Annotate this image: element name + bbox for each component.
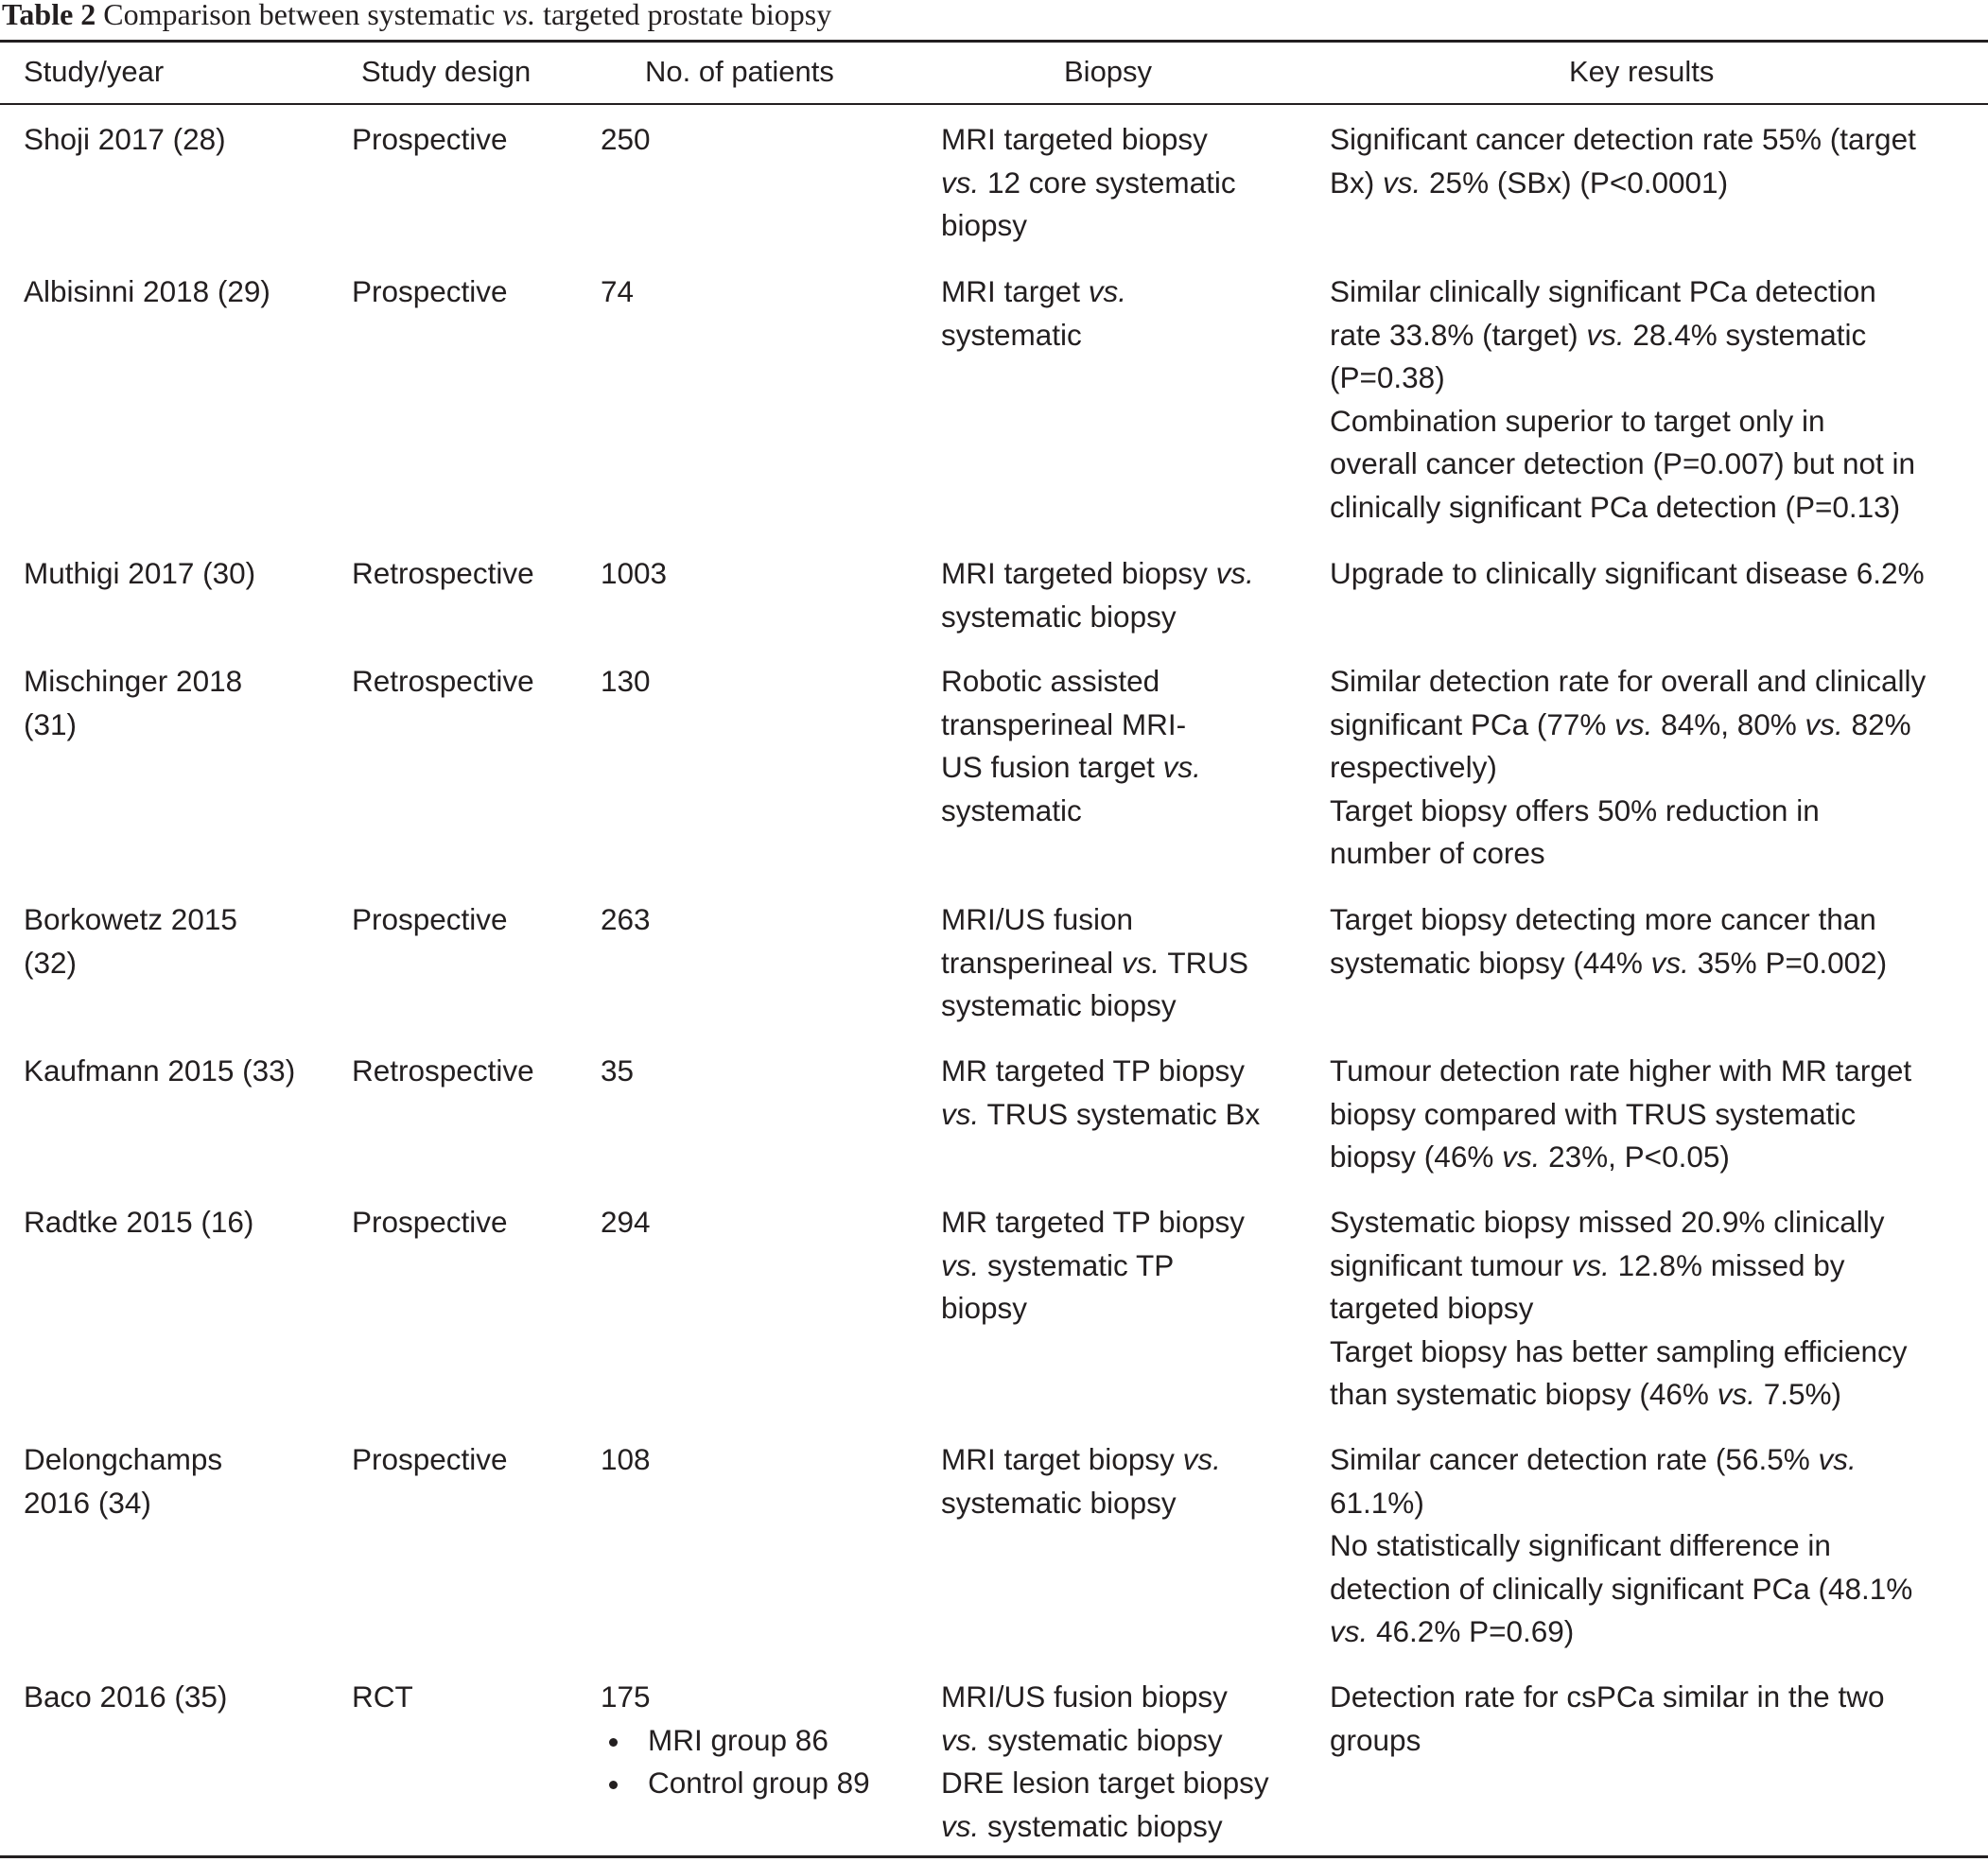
study-year-line: Radtke 2015 (16) bbox=[24, 1205, 254, 1239]
biopsy-line bbox=[941, 790, 1319, 833]
cell-study-year bbox=[24, 1676, 326, 1719]
biopsy-line bbox=[941, 1676, 1319, 1719]
study-year-line: Albisinni 2018 (29) bbox=[24, 274, 270, 308]
table-top-rule bbox=[0, 40, 1988, 43]
key-results-line bbox=[1330, 270, 1982, 314]
column-header-no-of-patients: No. of patients bbox=[645, 55, 834, 88]
italic-vs: vs. bbox=[1805, 706, 1843, 741]
study-year-line: (32) bbox=[24, 945, 78, 980]
biopsy-line bbox=[941, 898, 1319, 942]
cell-study-design: Prospective bbox=[352, 122, 508, 156]
cell-study-design: Prospective bbox=[352, 902, 508, 936]
biopsy-line bbox=[941, 1201, 1319, 1244]
text-segment: than systematic biopsy (46% bbox=[1330, 1377, 1718, 1412]
key-results-line bbox=[1330, 832, 1982, 876]
key-results-line bbox=[1330, 1136, 1982, 1179]
text-segment: 25% (SBx) (P<0.0001) bbox=[1421, 165, 1729, 200]
text-segment: systematic biopsy (44% bbox=[1330, 945, 1651, 980]
biopsy-line bbox=[941, 1805, 1319, 1849]
patients-total: 175 bbox=[601, 1679, 651, 1714]
key-results-line bbox=[1330, 1438, 1982, 1482]
text-segment: transperineal MRI- bbox=[941, 706, 1187, 741]
biopsy-line bbox=[941, 1244, 1319, 1288]
text-segment: 12.8% missed by bbox=[1609, 1247, 1845, 1282]
cell-biopsy bbox=[941, 1050, 1319, 1136]
key-results-line bbox=[1330, 1610, 1982, 1654]
study-year-line: 2016 (34) bbox=[24, 1485, 151, 1520]
text-segment: significant PCa (77% bbox=[1330, 706, 1615, 741]
biopsy-line bbox=[941, 1050, 1319, 1093]
text-segment: Systematic biopsy missed 20.9% clinically bbox=[1330, 1205, 1885, 1239]
table-caption-text: Comparison between systematic bbox=[96, 0, 503, 31]
text-segment: Tumour detection rate higher with MR target bbox=[1330, 1053, 1912, 1088]
key-results-line bbox=[1330, 660, 1982, 704]
cell-key-results bbox=[1330, 270, 1982, 530]
patients-total: 1003 bbox=[601, 556, 668, 590]
text-segment: systematic TP bbox=[979, 1247, 1175, 1282]
study-year-line: Mischinger 2018 bbox=[24, 664, 243, 698]
text-segment: systematic biopsy bbox=[979, 1722, 1223, 1757]
text-segment: 46.2% P=0.69) bbox=[1368, 1614, 1575, 1649]
cell-no-of-patients bbox=[601, 1438, 913, 1482]
cell-no-of-patients bbox=[601, 1050, 913, 1093]
cell-key-results bbox=[1330, 1201, 1982, 1417]
biopsy-line bbox=[941, 270, 1319, 314]
patients-bullet-item: MRI group 86 bbox=[601, 1719, 913, 1763]
key-results-line bbox=[1330, 486, 1982, 530]
biopsy-line bbox=[941, 1719, 1319, 1763]
cell-study-design: Prospective bbox=[352, 1205, 508, 1239]
text-segment: systematic bbox=[941, 317, 1082, 352]
patients-total: 250 bbox=[601, 122, 651, 156]
text-segment: 23%, P<0.05) bbox=[1540, 1140, 1730, 1175]
text-segment: detection of clinically significant PCa (48.1% bbox=[1330, 1571, 1913, 1606]
cell-no-of-patients bbox=[601, 1676, 913, 1805]
patients-total: 263 bbox=[601, 902, 651, 936]
study-year-line: Delongchamps bbox=[24, 1442, 223, 1476]
key-results-line bbox=[1330, 1244, 1982, 1288]
key-results-line bbox=[1330, 1331, 1982, 1374]
italic-vs: vs. bbox=[1614, 706, 1653, 741]
cell-no-of-patients bbox=[601, 1201, 913, 1244]
text-segment: MR targeted TP biopsy bbox=[941, 1053, 1245, 1088]
key-results-line bbox=[1330, 1568, 1982, 1611]
cell-study-design: Retrospective bbox=[352, 664, 534, 698]
biopsy-line bbox=[941, 746, 1319, 790]
key-results-line bbox=[1330, 118, 1982, 162]
cell-key-results bbox=[1330, 898, 1982, 984]
key-results-line bbox=[1330, 1201, 1982, 1244]
biopsy-line bbox=[941, 1482, 1319, 1525]
italic-vs: vs. bbox=[1330, 1614, 1369, 1649]
cell-biopsy bbox=[941, 118, 1319, 248]
text-segment: 12 core systematic bbox=[979, 165, 1236, 200]
text-segment: Detection rate for csPCa similar in the two bbox=[1330, 1679, 1885, 1714]
biopsy-line bbox=[941, 314, 1319, 357]
text-segment: 35% P=0.002) bbox=[1688, 945, 1888, 980]
text-segment: MRI/US fusion biopsy bbox=[941, 1679, 1228, 1714]
italic-vs: vs. bbox=[1717, 1377, 1755, 1412]
patients-bullet-item: Control group 89 bbox=[601, 1762, 913, 1805]
cell-key-results bbox=[1330, 1676, 1982, 1762]
key-results-line bbox=[1330, 443, 1982, 486]
text-segment: US fusion target bbox=[941, 750, 1163, 785]
patients-total: 294 bbox=[601, 1205, 651, 1239]
key-results-line bbox=[1330, 1524, 1982, 1568]
italic-vs: vs. bbox=[1586, 317, 1625, 352]
key-results-line bbox=[1330, 898, 1982, 942]
text-segment: Target biopsy has better sampling efficiency bbox=[1330, 1333, 1908, 1368]
text-segment: MRI target biopsy bbox=[941, 1442, 1183, 1476]
text-segment: Combination superior to target only in bbox=[1330, 403, 1825, 438]
text-segment: DRE lesion target biopsy bbox=[941, 1766, 1269, 1801]
column-header-key-results: Key results bbox=[1569, 55, 1715, 88]
italic-vs: vs. bbox=[1650, 945, 1689, 980]
text-segment: 84%, 80% bbox=[1652, 706, 1805, 741]
biopsy-line bbox=[941, 984, 1319, 1028]
column-header-biopsy: Biopsy bbox=[1064, 55, 1153, 88]
key-results-line bbox=[1330, 1676, 1982, 1719]
text-segment: MRI targeted biopsy bbox=[941, 122, 1208, 156]
italic-vs: vs. bbox=[1182, 1442, 1221, 1476]
text-segment: Bx) bbox=[1330, 165, 1384, 200]
text-segment: 82% bbox=[1842, 706, 1911, 741]
key-results-line bbox=[1330, 314, 1982, 357]
table-caption bbox=[2, 0, 831, 32]
cell-biopsy bbox=[941, 552, 1319, 638]
cell-study-year bbox=[24, 660, 326, 746]
key-results-line bbox=[1330, 1719, 1982, 1763]
cell-no-of-patients bbox=[601, 552, 913, 596]
biopsy-line bbox=[941, 118, 1319, 162]
biopsy-line bbox=[941, 660, 1319, 704]
text-segment: No statistically significant difference in bbox=[1330, 1528, 1831, 1563]
text-segment: MRI targeted biopsy bbox=[941, 556, 1216, 590]
cell-study-year bbox=[24, 1050, 326, 1093]
biopsy-line bbox=[941, 942, 1319, 985]
text-segment: Target biopsy offers 50% reduction in bbox=[1330, 792, 1820, 827]
text-segment: MRI target bbox=[941, 274, 1089, 308]
text-segment: respectively) bbox=[1330, 750, 1497, 785]
italic-vs: vs. bbox=[1818, 1442, 1857, 1476]
italic-vs: vs. bbox=[941, 165, 980, 200]
table-header-rule bbox=[0, 103, 1988, 105]
text-segment: significant tumour bbox=[1330, 1247, 1572, 1282]
text-segment: Similar detection rate for overall and clinically bbox=[1330, 664, 1927, 698]
biopsy-line bbox=[941, 552, 1319, 596]
cell-biopsy bbox=[941, 898, 1319, 1028]
text-segment: overall cancer detection (P=0.007) but not in bbox=[1330, 446, 1916, 481]
italic-vs: vs. bbox=[941, 1808, 980, 1843]
text-segment: systematic biopsy bbox=[979, 1808, 1223, 1843]
italic-vs: vs. bbox=[1088, 274, 1127, 308]
cell-study-year bbox=[24, 552, 326, 596]
column-header-study-design: Study design bbox=[361, 55, 532, 88]
table-bottom-rule bbox=[0, 1855, 1988, 1858]
patients-total: 35 bbox=[601, 1053, 635, 1088]
cell-study-design: Retrospective bbox=[352, 1053, 534, 1088]
biopsy-line bbox=[941, 1287, 1319, 1331]
study-year-line: Baco 2016 (35) bbox=[24, 1679, 228, 1714]
text-segment: Similar clinically significant PCa detection bbox=[1330, 274, 1876, 308]
italic-vs: vs. bbox=[1502, 1140, 1541, 1175]
biopsy-line bbox=[941, 704, 1319, 747]
italic-vs: vs. bbox=[1383, 165, 1421, 200]
study-year-line: Borkowetz 2015 bbox=[24, 902, 237, 936]
cell-key-results bbox=[1330, 1438, 1982, 1654]
biopsy-line bbox=[941, 162, 1319, 205]
text-segment: Robotic assisted bbox=[941, 664, 1160, 698]
text-segment: transperineal bbox=[941, 945, 1122, 980]
italic-vs: vs. bbox=[941, 1722, 980, 1757]
key-results-line bbox=[1330, 1093, 1982, 1137]
cell-study-design: Prospective bbox=[352, 274, 508, 308]
cell-study-year bbox=[24, 1438, 326, 1524]
text-segment: biopsy bbox=[941, 1291, 1028, 1326]
text-segment: number of cores bbox=[1330, 836, 1545, 871]
italic-vs: vs. bbox=[941, 1096, 980, 1131]
biopsy-line bbox=[941, 1762, 1319, 1805]
key-results-line bbox=[1330, 1050, 1982, 1093]
key-results-line bbox=[1330, 1373, 1982, 1417]
cell-no-of-patients bbox=[601, 270, 913, 314]
text-segment: MRI/US fusion bbox=[941, 902, 1134, 936]
study-year-line: (31) bbox=[24, 706, 78, 741]
key-results-line bbox=[1330, 400, 1982, 444]
patients-total: 108 bbox=[601, 1442, 651, 1476]
biopsy-line bbox=[941, 204, 1319, 248]
cell-study-year bbox=[24, 898, 326, 984]
text-segment: MR targeted TP biopsy bbox=[941, 1205, 1245, 1239]
key-results-line bbox=[1330, 746, 1982, 790]
text-segment: systematic biopsy bbox=[941, 988, 1177, 1023]
italic-vs: vs. bbox=[941, 1247, 980, 1282]
text-segment: Significant cancer detection rate 55% (target bbox=[1330, 122, 1916, 156]
text-segment: biopsy bbox=[941, 208, 1028, 243]
text-segment: systematic biopsy bbox=[941, 599, 1177, 634]
text-segment: systematic biopsy bbox=[941, 1485, 1177, 1520]
cell-biopsy bbox=[941, 270, 1319, 357]
italic-vs: vs. bbox=[1571, 1247, 1610, 1282]
text-segment: clinically significant PCa detection (P=0.13) bbox=[1330, 489, 1901, 524]
text-segment: biopsy (46% bbox=[1330, 1140, 1503, 1175]
cell-study-design: Retrospective bbox=[352, 556, 534, 590]
cell-study-year bbox=[24, 118, 326, 162]
cell-biopsy bbox=[941, 1438, 1319, 1524]
cell-no-of-patients bbox=[601, 898, 913, 942]
text-segment: biopsy compared with TRUS systematic bbox=[1330, 1096, 1857, 1131]
cell-key-results bbox=[1330, 118, 1982, 204]
text-segment: Target biopsy detecting more cancer than bbox=[1330, 902, 1876, 936]
text-segment: 7.5%) bbox=[1754, 1377, 1841, 1412]
text-segment: targeted biopsy bbox=[1330, 1291, 1534, 1326]
text-segment: 61.1%) bbox=[1330, 1485, 1424, 1520]
table-caption-italic: vs. bbox=[502, 0, 536, 31]
text-segment: rate 33.8% (target) bbox=[1330, 317, 1587, 352]
study-year-line: Kaufmann 2015 (33) bbox=[24, 1053, 296, 1088]
biopsy-line bbox=[941, 596, 1319, 639]
cell-key-results bbox=[1330, 1050, 1982, 1179]
study-year-line: Shoji 2017 (28) bbox=[24, 122, 226, 156]
cell-biopsy bbox=[941, 1676, 1319, 1848]
cell-key-results bbox=[1330, 660, 1982, 876]
italic-vs: vs. bbox=[1215, 556, 1254, 590]
cell-study-year bbox=[24, 270, 326, 314]
biopsy-line bbox=[941, 1438, 1319, 1482]
study-year-line: Muthigi 2017 (30) bbox=[24, 556, 256, 590]
text-segment: TRUS systematic Bx bbox=[979, 1096, 1261, 1131]
cell-study-design: Prospective bbox=[352, 1442, 508, 1476]
text-segment: TRUS bbox=[1160, 945, 1249, 980]
cell-key-results bbox=[1330, 552, 1982, 596]
key-results-line bbox=[1330, 357, 1982, 400]
key-results-line bbox=[1330, 790, 1982, 833]
key-results-line bbox=[1330, 1287, 1982, 1331]
cell-study-design: RCT bbox=[352, 1679, 413, 1714]
text-segment: systematic bbox=[941, 792, 1082, 827]
text-segment: Upgrade to clinically significant disease 6.2% bbox=[1330, 556, 1925, 590]
patients-total: 130 bbox=[601, 664, 651, 698]
table-caption-label: Table 2 bbox=[2, 0, 96, 31]
text-segment: Similar cancer detection rate (56.5% bbox=[1330, 1442, 1819, 1476]
cell-no-of-patients bbox=[601, 118, 913, 162]
text-segment: groups bbox=[1330, 1722, 1421, 1757]
patients-total: 74 bbox=[601, 274, 635, 308]
text-segment: (P=0.38) bbox=[1330, 360, 1445, 395]
cell-biopsy bbox=[941, 1201, 1319, 1331]
biopsy-line bbox=[941, 1093, 1319, 1137]
text-segment: 28.4% systematic bbox=[1624, 317, 1867, 352]
cell-study-year bbox=[24, 1201, 326, 1244]
column-header-study-year: Study/year bbox=[24, 55, 165, 88]
italic-vs: vs. bbox=[1162, 750, 1201, 785]
key-results-line bbox=[1330, 942, 1982, 985]
cell-no-of-patients bbox=[601, 660, 913, 704]
key-results-line bbox=[1330, 552, 1982, 596]
key-results-line bbox=[1330, 162, 1982, 205]
cell-biopsy bbox=[941, 660, 1319, 832]
italic-vs: vs. bbox=[1121, 945, 1160, 980]
key-results-line bbox=[1330, 1482, 1982, 1525]
key-results-line bbox=[1330, 704, 1982, 747]
table-caption-text-end: targeted prostate biopsy bbox=[535, 0, 832, 31]
